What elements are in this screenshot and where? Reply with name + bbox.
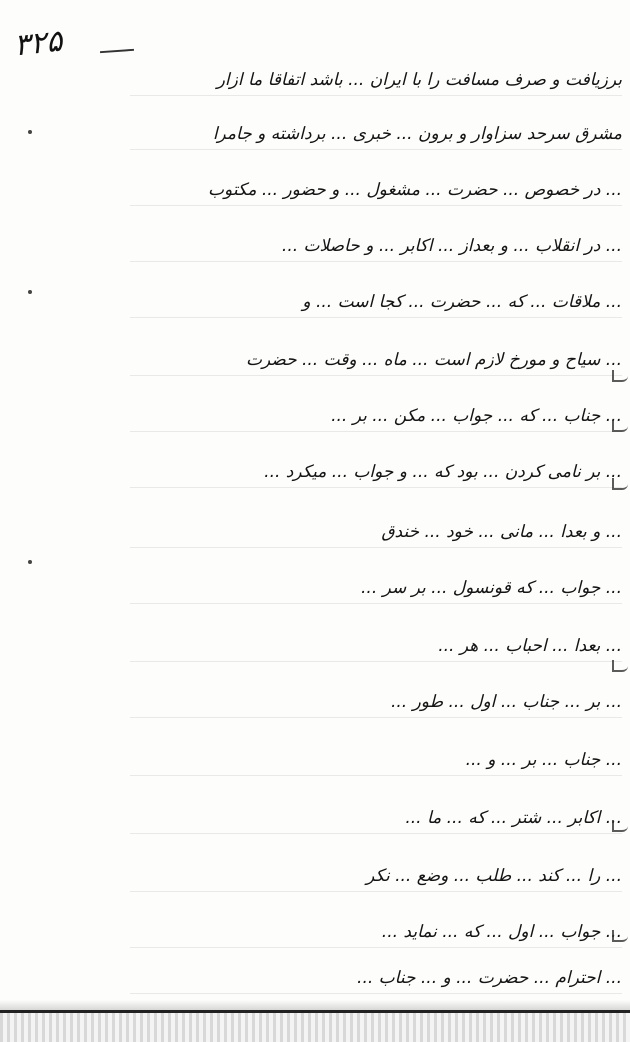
text-line-content: ... و بعدا ... مانی ... خود ... خندق <box>381 522 622 542</box>
text-line-content: ... اکابر ... شتر ... که ... ما ... <box>405 808 622 828</box>
page-bottom-shadow <box>0 1000 630 1010</box>
scanner-edge <box>0 1010 630 1042</box>
margin-mark <box>612 660 628 672</box>
text-line-content: ... در انقلاب ... و بعداز ... اکابر ... و حاصلات ... <box>281 236 622 256</box>
line-rule <box>130 205 622 206</box>
line-rule <box>130 833 622 834</box>
text-line-content: ... ملاقات ... که ... حضرت ... کجا است ... و <box>302 292 622 312</box>
line-rule <box>130 375 622 376</box>
line-rule <box>130 547 622 548</box>
text-line-content: ... بعدا ... احباب ... هر ... <box>438 636 622 656</box>
text-line-content: ... احترام ... حضرت ... و ... جناب ... <box>357 968 622 988</box>
text-line <box>100 798 622 838</box>
text-line <box>100 226 622 266</box>
margin-mark <box>612 478 628 490</box>
line-rule <box>130 775 622 776</box>
margin-mark <box>612 930 628 942</box>
text-line <box>100 340 622 380</box>
text-line <box>100 282 622 322</box>
line-rule <box>130 603 622 604</box>
text-line <box>100 170 622 210</box>
margin-dot <box>28 130 32 134</box>
text-line-content: ... بر نامی کردن ... بود که ... و جواب ... میکرد ... <box>264 462 622 482</box>
text-line <box>100 912 622 952</box>
text-line-content: ... را ... کند ... طلب ... وضع ... نکر <box>366 866 622 886</box>
line-rule <box>130 947 622 948</box>
text-line <box>100 114 622 154</box>
text-line-content: ... بر ... جناب ... اول ... طور ... <box>390 692 622 712</box>
text-line <box>100 568 622 608</box>
text-line <box>100 958 622 998</box>
line-rule <box>130 95 622 96</box>
text-line-content: مشرق سرحد سزاوار و برون ... خبری ... برداشته و جامرا <box>212 124 622 144</box>
margin-mark <box>612 370 628 382</box>
text-line <box>100 396 622 436</box>
text-line <box>100 512 622 552</box>
line-rule <box>130 431 622 432</box>
line-rule <box>130 891 622 892</box>
line-rule <box>130 261 622 262</box>
text-line-content: ... جواب ... که قونسول ... بر سر ... <box>361 578 622 598</box>
line-rule <box>130 317 622 318</box>
text-line-content: ... در خصوص ... حضرت ... مشغول ... و حضور ... مکتوب <box>208 180 622 200</box>
margin-dash-mark <box>100 49 134 53</box>
text-line <box>100 740 622 780</box>
margin-mark <box>612 420 628 432</box>
text-line <box>100 60 622 100</box>
line-rule <box>130 993 622 994</box>
text-line <box>100 626 622 666</box>
page-number: ۳۲۵ <box>12 23 65 64</box>
text-line-content: ... جواب ... اول ... که ... نماید ... <box>381 922 622 942</box>
text-line-content: برزیافت و صرف مسافت را با ایران ... باشد اتفاقا ما ازار <box>216 70 622 90</box>
line-rule <box>130 487 622 488</box>
text-line-content: ... سیاح و مورخ لازم است ... ماه ... وقت ... حضرت <box>245 350 622 370</box>
text-line <box>100 452 622 492</box>
margin-dot <box>28 290 32 294</box>
margin-mark <box>612 820 628 832</box>
margin-dot <box>28 560 32 564</box>
line-rule <box>130 717 622 718</box>
text-line <box>100 682 622 722</box>
text-line-content: ... جناب ... که ... جواب ... مکن ... بر ... <box>331 406 622 426</box>
line-rule <box>130 661 622 662</box>
text-line <box>100 856 622 896</box>
line-rule <box>130 149 622 150</box>
text-line-content: ... جناب ... بر ... و ... <box>465 750 622 770</box>
